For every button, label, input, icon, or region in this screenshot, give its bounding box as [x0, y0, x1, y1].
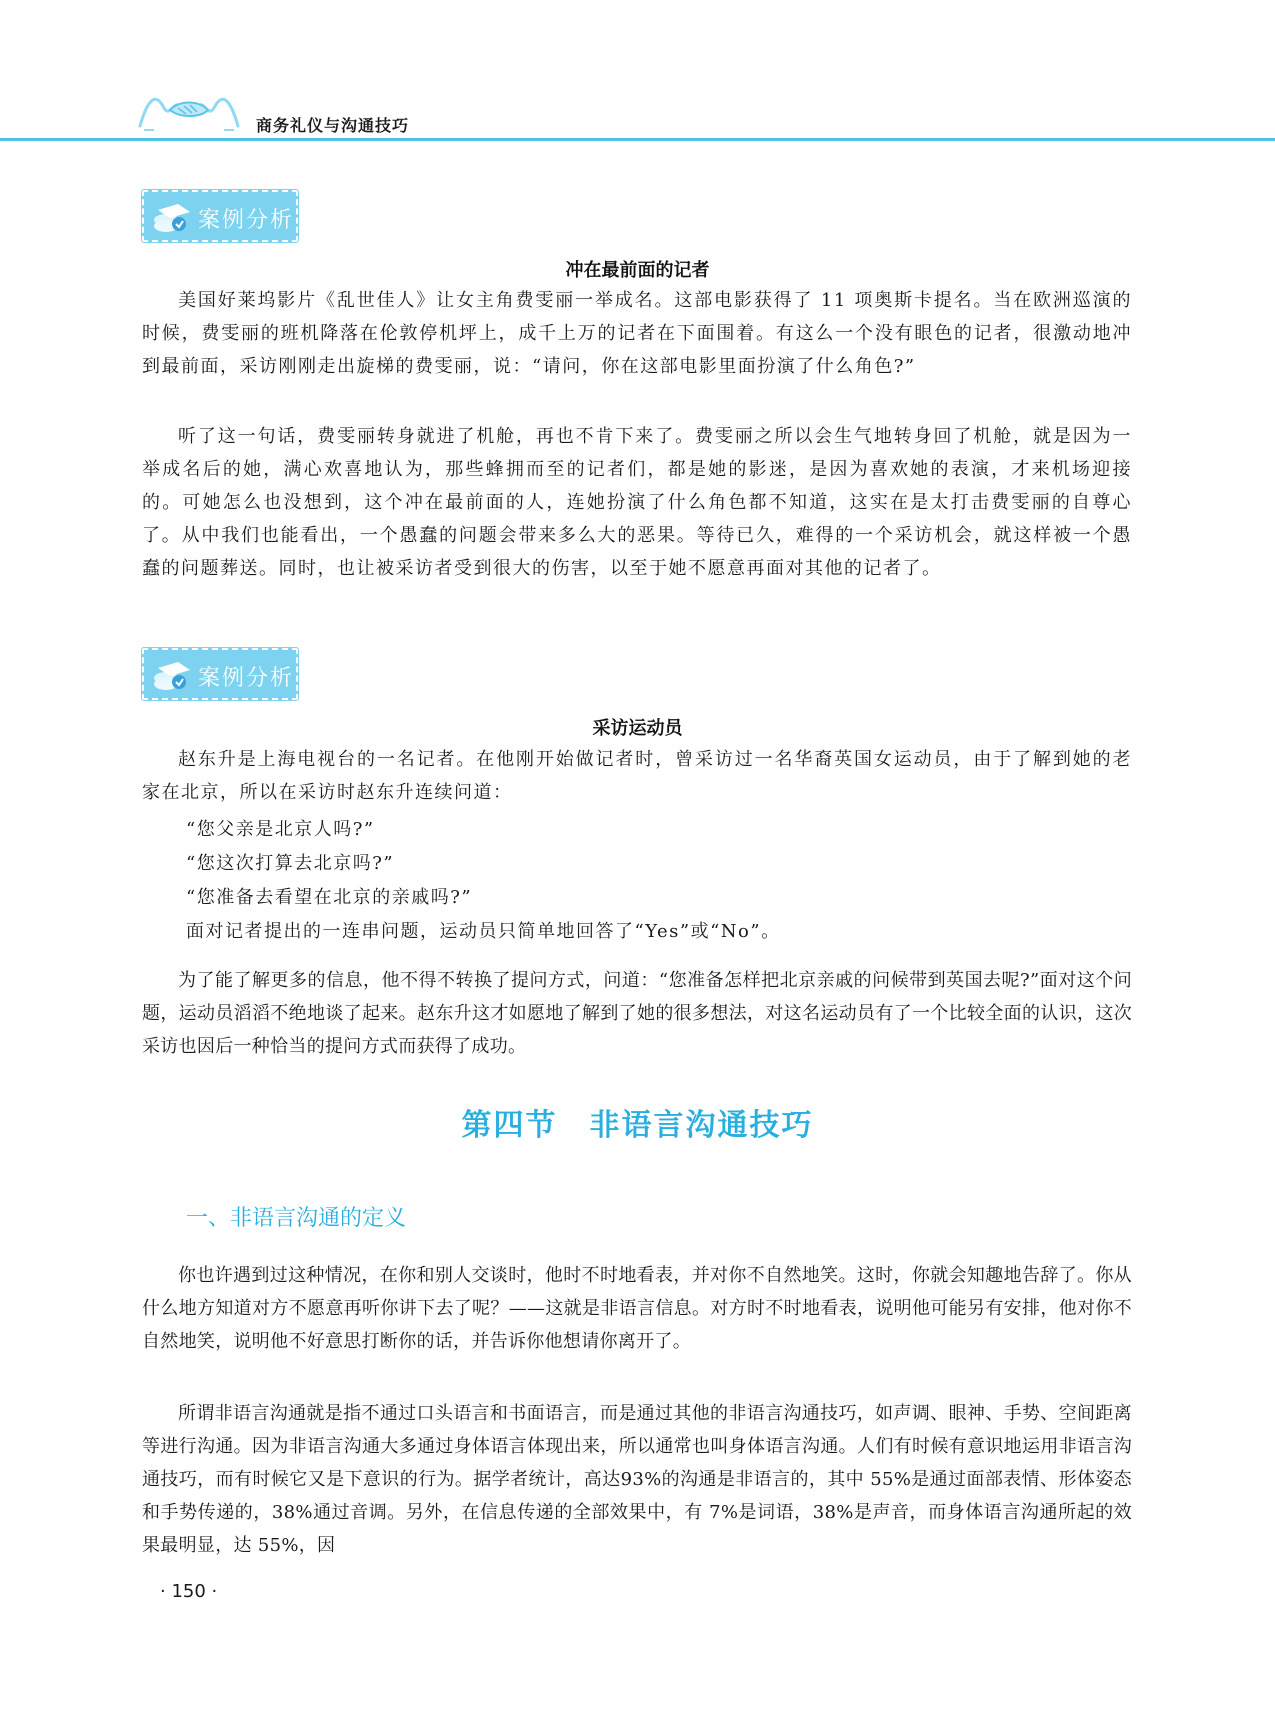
quote-line: “您父亲是北京人吗?”: [186, 819, 375, 840]
case-title: 采访运动员: [592, 718, 683, 739]
handshake-logo-icon: [134, 78, 244, 136]
case-paragraph: 美国好莱坞影片《乱世佳人》让女主角费雯丽一举成名。这部电影获得了 11 项奥斯卡提名。当在欧洲巡演的时候，费雯丽的班机降落在伦敦停机坪上，成千上万的记者在下面围着。有这么一个没有眼色的记者，很激动地冲到最前面，采访刚刚走出旋梯的费雯丽，说：“请问，你在这部电影里面扮演了什么角色?”: [142, 290, 1132, 377]
quote-line: “您这次打算去北京吗?”: [186, 853, 395, 874]
answer-line: 面对记者提出的一连串问题，运动员只简单地回答了“Yes”或“No”。: [186, 921, 781, 942]
body-paragraph: 所谓非语言沟通就是指不通过口头语言和书面语言，而是通过其他的非语言沟通技巧，如声调、眼神、手势、空间距离等进行沟通。因为非语言沟通大多通过身体语言体现出来，所以通常也叫身体语言沟通。人们有时候有意识地运用非语言沟通技巧，而有时候它又是下意识的行为。据学者统计，高达93%的沟通是非语言的，其中 55%是通过面部表情、形体姿态和手势传递的，38%通过音调。另外，在信息传递的全部效果中，有 7%是词语，38%是声音，而身体语言沟通所起的效果最明显，达 55%，因: [142, 1403, 1132, 1556]
case-conclusion: 为了能了解更多的信息，他不得不转换了提问方式，问道：“您准备怎样把北京亲戚的问候带到英国去呢?”面对这个问题，运动员滔滔不绝地谈了起来。赵东升这才如愿地了解到了她的很多想法，对这名运动员有了一个比较全面的认识，这次采访也因后一种恰当的提问方式而获得了成功。: [142, 970, 1132, 1057]
subsection-title: 一、非语言沟通的定义: [186, 1206, 407, 1231]
page-header: [0, 78, 1275, 142]
section-title: 第四节 非语言沟通技巧: [461, 1108, 814, 1143]
body-paragraph: 你也许遇到过这种情况，在你和别人交谈时，他时不时地看表，并对你不自然地笑。这时，你就会知趣地告辞了。你从什么地方知道对方不愿意再听你讲下去了呢？——这就是非语言信息。对方时不时地看表，说明他可能另有安排，他对你不自然地笑，说明他不好意思打断你的话，并告诉你他想请你离开了。: [142, 1265, 1132, 1352]
header-rule: [0, 138, 1275, 141]
book-title: 商务礼仪与沟通技巧: [256, 116, 410, 135]
badge-label: 案例分析: [198, 666, 295, 691]
graduation-cap-icon: [152, 658, 192, 692]
graduation-cap-icon: [152, 200, 192, 234]
case-paragraph: 听了这一句话，费雯丽转身就进了机舱，再也不肯下来了。费雯丽之所以会生气地转身回了机舱，就是因为一举成名后的她，满心欢喜地认为，那些蜂拥而至的记者们，都是她的影迷，是因为喜欢她的表演，才来机场迎接的。可她怎么也没想到，这个冲在最前面的人，连她扮演了什么角色都不知道，这实在是太打击费雯丽的自尊心了。从中我们也能看出，一个愚蠢的问题会带来多么大的恶果。等待已久，难得的一个采访机会，就这样被一个愚蠢的问题葬送。同时，也让被采访者受到很大的伤害，以至于她不愿意再面对其他的记者了。: [142, 426, 1132, 579]
case-analysis-badge: [142, 648, 298, 700]
case-title: 冲在最前面的记者: [565, 260, 710, 281]
badge-label: 案例分析: [198, 208, 295, 233]
case-analysis-badge: [142, 190, 298, 242]
case-paragraph: 赵东升是上海电视台的一名记者。在他刚开始做记者时，曾采访过一名华裔英国女运动员，由于了解到她的老家在北京，所以在采访时赵东升连续问道：: [142, 749, 1132, 803]
page-number: · 150 ·: [160, 1581, 218, 1602]
quote-line: “您准备去看望在北京的亲戚吗?”: [186, 887, 473, 908]
